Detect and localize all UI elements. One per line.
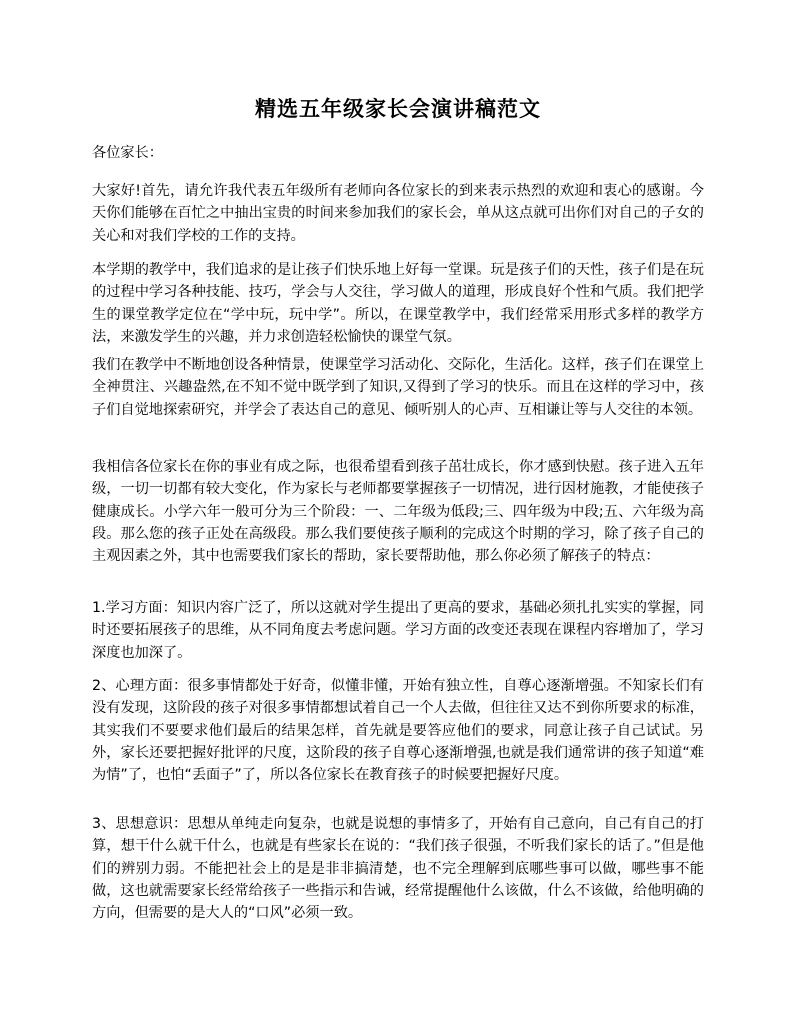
paragraph-thinking: 3、思想意识：思想从单纯走向复杂，也就是说想的事情多了，开始有自己意向，自己有自己的打算，想干什么就干什么，也就是有些家长在说的：“我们孩子很强，不听我们家长的话了。”但是他们的辨别力弱。不能把社会上的是是非非搞清楚，也不完全理解到底哪些事可以做，哪些事不能做，这也就需要家长经常给孩子一些指示和告诫，经常提醒他什么该做，什么不该做，给他明确的方向，但需要的是大人的“口风”必须一致。 <box>92 816 704 922</box>
paragraph-stages: 我相信各位家长在你的事业有成之际，也很希望看到孩子茁壮成长，你才感到快慰。孩子进入五年级，一切一切都有较大变化，作为家长与老师都要掌握孩子一切情况，进行因材施教，才能使孩子健康成长。小学六年一般可分为三个阶段：一、二年级为低段;三、四年级为中段;五、六年级为高段。那么您的孩子正处在高级段。那么我们要使孩子顺利的完成这个时期的学习，除了孩子自己的主观因素之外，其中也需要我们家长的帮助，家长要帮助他，那么你必须了解孩子的特点： <box>92 459 704 565</box>
salutation: 各位家长： <box>92 145 163 161</box>
paragraph-classroom: 我们在教学中不断地创设各种情景，使课堂学习活动化、交际化，生活化。这样，孩子们在课堂上全神贯注、兴趣盎然,在不知不觉中既学到了知识,又得到了学习的快乐。而且在这样的学习中，孩子们自觉地探索研究，并学会了表达自己的意见、倾听别人的心声、互相谦让等与人交往的本领。 <box>92 357 704 418</box>
paragraph-psychology: 2、心理方面：很多事情都处于好奇，似懂非懂，开始有独立性，自尊心逐渐增强。不知家长们有没有发现，这阶段的孩子对很多事情都想试着自己一个人去做，但往往又达不到你所要求的标准，其实我们不要要求他们最后的结果怎样，首先就是要答应他们的要求，同意让孩子自己试试。另外，家长还要把握好批评的尺度，这阶段的孩子自尊心逐渐增强,也就是我们通常讲的孩子知道“难为情”了，也怕“丢面子”了，所以各位家长在教育孩子的时候要把握好尺度。 <box>92 678 704 784</box>
paragraph-teaching: 本学期的教学中，我们追求的是让孩子们快乐地上好每一堂课。玩是孩子们的天性，孩子们是在玩的过程中学习各种技能、技巧，学会与人交往，学习做人的道理，形成良好个性和气质。我们把学生的课堂教学定位在“学中玩，玩中学”。所以，在课堂教学中，我们经常采用形式多样的教学方法，来激发学生的兴趣，并力求创造轻松愉快的课堂气氛。 <box>92 262 704 345</box>
paragraph-welcome: 大家好!首先，请允许我代表五年级所有老师向各位家长的到来表示热烈的欢迎和衷心的感谢。今天你们能够在百忙之中抽出宝贵的时间来参加我们的家长会，单从这点就可出你们对自己的子女的关心和对我们学校的工作的支持。 <box>92 183 704 244</box>
paragraph-study: 1.学习方面：知识内容广泛了，所以这就对学生提出了更高的要求，基础必须扎扎实实的掌握，同时还要拓展孩子的思维，从不同角度去考虑问题。学习方面的改变还表现在课程内容增加了，学习深度也加深了。 <box>92 600 704 661</box>
document-title: 精选五年级家长会演讲稿范文 <box>255 96 541 121</box>
